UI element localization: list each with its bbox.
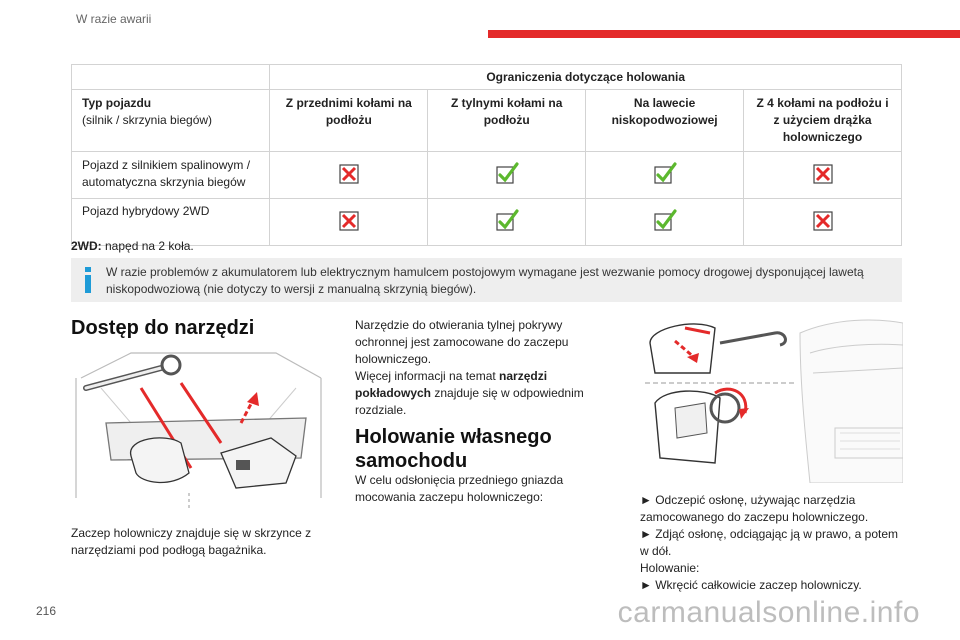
tow-hook-cover-illustration [635, 313, 903, 483]
abbreviation-note [71, 239, 194, 253]
note-text: napęd na 2 koła. [101, 239, 194, 253]
towing-heading: Holowanie własnego samochodu [355, 426, 552, 472]
towing-step-3: ► Wkręcić całkowicie zaczep holowniczy. [640, 578, 862, 592]
tools-caption: Zaczep holowniczy znajduje się w skrzynce z narzędziami pod podłogą bagażnika. [71, 526, 312, 557]
check-icon [495, 162, 519, 186]
tools-heading: Dostęp do narzędzi [71, 317, 255, 339]
header-accent-bar [488, 30, 960, 38]
p2-text-a: Więcej informacji na temat [355, 369, 500, 383]
towing-step-2: ► Zdjąć osłonę, odciągając ją w prawo, a potem w dół. [640, 527, 899, 558]
table-col-header: Na lawecie niskopodwoziowej [586, 90, 744, 152]
page-number: 216 [36, 604, 57, 618]
info-text: W razie problemów z akumulatorem lub elektrycznym hamulcem postojowym wymagane jest wezwanie pomocy drogowej dysponującej lawetą niskopodwoziową (nie dotyczy to wersji z manualną skrzynią biegów). [106, 265, 864, 296]
table-row [72, 152, 902, 199]
cross-icon [811, 209, 835, 233]
towing-label: Holowanie: [640, 561, 700, 575]
section-title: W razie awarii [76, 12, 152, 26]
table-col-header: Z tylnymi kołami na podłożu [428, 90, 586, 152]
table-row [72, 199, 902, 246]
row-label: Pojazd hybrydowy 2WD [72, 199, 270, 246]
cross-icon [811, 162, 835, 186]
tools-paragraph-2 [355, 368, 595, 419]
info-icon [81, 266, 95, 294]
row-label: Pojazd z silnikiem spalinowym / automatyczna skrzynia biegów [72, 152, 270, 199]
check-icon [653, 209, 677, 233]
check-icon [653, 162, 677, 186]
check-icon [495, 209, 519, 233]
towing-restrictions-table [71, 64, 902, 246]
cross-icon [337, 209, 361, 233]
vehicle-type-sub: (silnik / skrzynia biegów) [82, 113, 213, 127]
towing-step-1: ► Odczepić osłonę, używając narzędzia zamocowanego do zaczepu holowniczego. [640, 493, 869, 524]
cross-icon [337, 162, 361, 186]
table-corner-cell [72, 65, 270, 90]
table-group-header: Ograniczenia dotyczące holowania [270, 65, 902, 90]
table-col-header: Z 4 kołami na podłożu i z użyciem drążka holowniczego [744, 90, 902, 152]
towing-intro: W celu odsłonięcia przedniego gniazda mocowania zaczepu holowniczego: [355, 473, 564, 504]
onboard-tools-link-text: narzędzi pokładowych [355, 369, 548, 400]
trunk-toolbox-illustration [71, 348, 326, 513]
p2-text-c: znajduje się w odpowiednim rozdziale. [355, 386, 584, 417]
tools-paragraph-1: Narzędzie do otwierania tylnej pokrywy ochronnej jest zamocowane do zaczepu holowniczego. [355, 318, 569, 366]
watermark: carmanualsonline.info [617, 596, 920, 629]
table-col0-header [72, 90, 270, 152]
note-term: 2WD: [71, 239, 102, 253]
table-col-header: Z przednimi kołami na podłożu [270, 90, 428, 152]
vehicle-type-label: Typ pojazdu [82, 96, 152, 110]
